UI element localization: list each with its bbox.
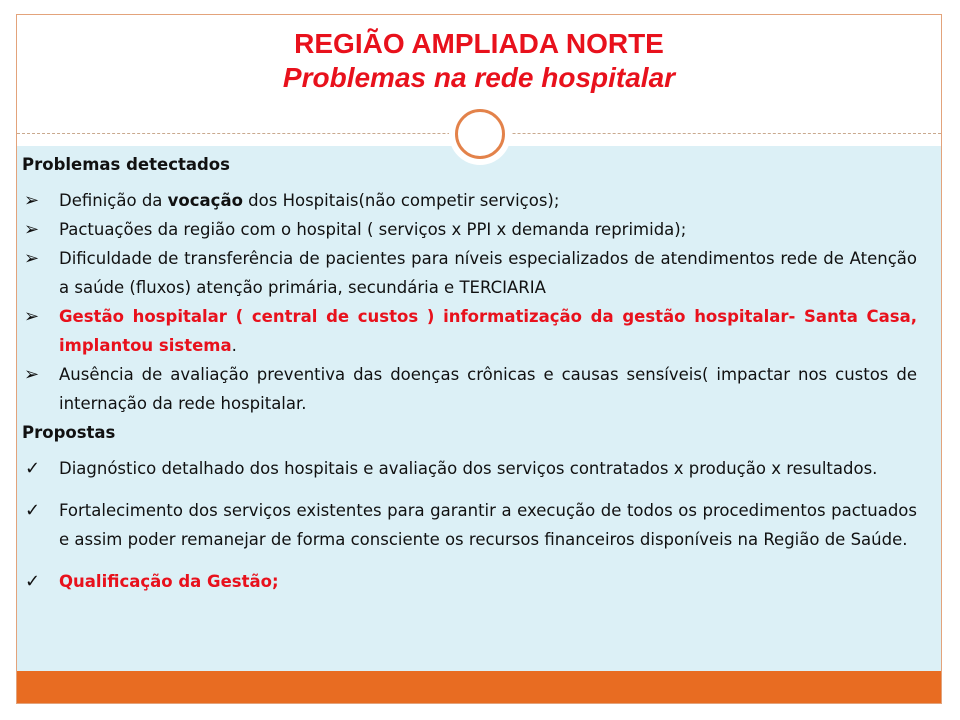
slide-subtitle: Problemas na rede hospitalar [282, 62, 676, 93]
arrowhead-bullet-icon: ➢ [24, 306, 40, 327]
checkmark-icon: ✓ [25, 458, 41, 479]
checkmark-icon: ✓ [25, 571, 41, 592]
proposals-heading: Propostas [22, 423, 116, 442]
problem-item-3-text: Dificuldade de transferência de pacientes para níveis especializados de atendimentos rede de Atenção a saúde (fluxos) atenção primária, secundária e TERCIARIA [59, 249, 917, 297]
circle-ornament-icon [455, 109, 505, 159]
proposal-item-3-text: Qualificação da Gestão; [59, 572, 279, 591]
problem-item-4-text: Gestão hospitalar ( central de custos ) informatização da gestão hospitalar- Santa Casa, implantou sistema [59, 307, 917, 355]
problem-item-1-before: Definição da [59, 191, 168, 210]
arrowhead-bullet-icon: ➢ [24, 219, 40, 240]
problem-item-3 [22, 244, 917, 302]
problem-item-5 [22, 360, 917, 418]
content-body [22, 150, 917, 596]
arrowhead-bullet-icon: ➢ [24, 248, 40, 269]
checkmark-icon: ✓ [25, 500, 41, 521]
proposal-item-2-text: Fortalecimento dos serviços existentes para garantir a execução de todos os procedimentos pactuados e assim poder remanejar de forma consciente os recursos financeiros disponíveis na Região de Saúde. [59, 501, 917, 549]
proposal-item-1 [22, 454, 917, 483]
proposal-item-2 [22, 496, 917, 554]
problem-item-4-trailing: . [231, 336, 237, 355]
slide-title: REGIÃO AMPLIADA NORTE [294, 28, 664, 59]
proposal-item-3 [22, 567, 917, 596]
arrowhead-bullet-icon: ➢ [24, 364, 40, 385]
problem-item-4 [22, 302, 917, 360]
problem-item-1-after: dos Hospitais(não competir serviços); [242, 191, 560, 210]
problem-item-2-text: Pactuações da região com o hospital ( serviços x PPI x demanda reprimida); [59, 220, 687, 239]
proposal-item-1-text: Diagnóstico detalhado dos hospitais e avaliação dos serviços contratados x produção x resultados. [59, 459, 878, 478]
footer-bar [17, 671, 941, 703]
problem-item-1-bold: vocação [167, 191, 243, 210]
arrowhead-bullet-icon: ➢ [24, 190, 40, 211]
content-panel [17, 146, 941, 671]
problem-item-5-text: Ausência de avaliação preventiva das doenças crônicas e causas sensíveis( impactar nos custos de internação da rede hospitalar. [59, 365, 917, 413]
problems-heading: Problemas detectados [22, 155, 230, 174]
problem-item-1 [22, 186, 917, 215]
problem-item-2 [22, 215, 917, 244]
